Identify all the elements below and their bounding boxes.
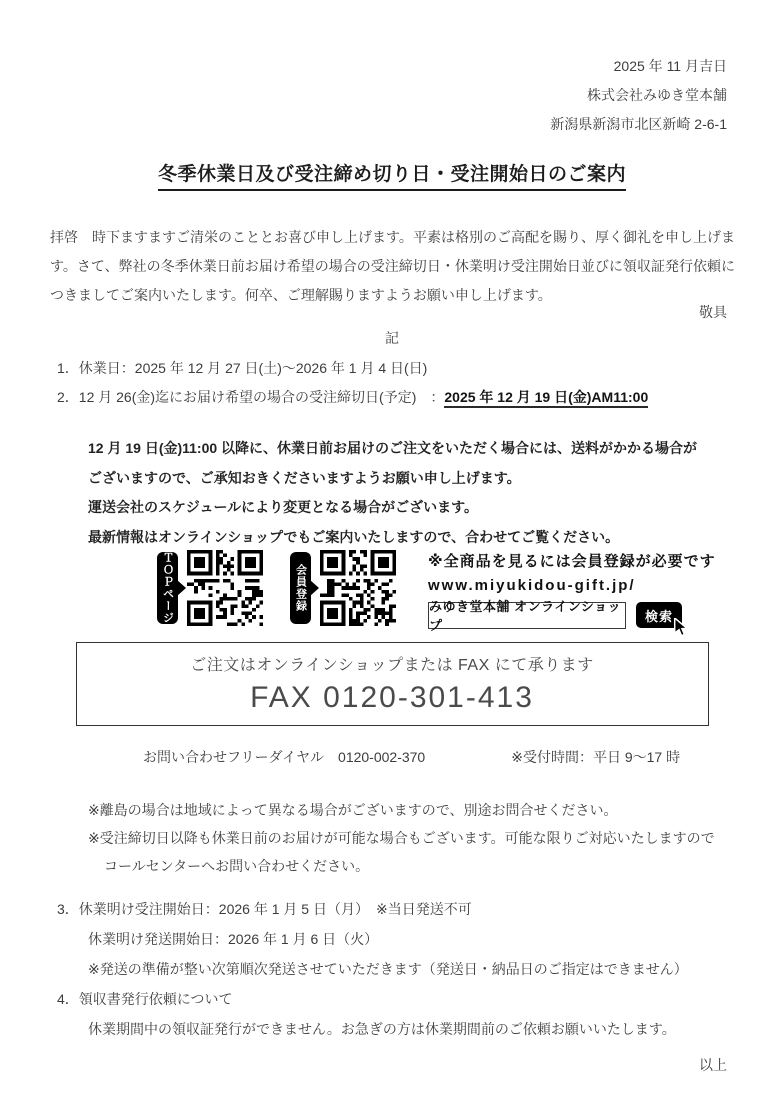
item-text: 12 月 26(金)迄にお届け希望の場合の受注締切日(予定) ：: [78, 389, 445, 405]
qr-label-member-registration: 会員登録: [290, 552, 311, 624]
numbered-list-bottom: [57, 894, 744, 1044]
company-name: 株式会社みゆき堂本舗: [587, 87, 727, 103]
notice-line: ございますので、ご承知おきくださいますようお願い申し上げます。: [88, 469, 521, 486]
item-number: 2．: [57, 389, 79, 405]
freedial-label: お問い合わせフリーダイヤル: [143, 749, 325, 765]
deadline-emphasis: 2025 年 12 月 19 日(金)AM11:00: [444, 389, 648, 408]
list-item-reopen: [57, 894, 744, 924]
note-line: ※離島の場合は地域によって異なる場合がございますので、別途お問合せください。: [88, 802, 618, 818]
notice-line: 運送会社のスケジュールにより変更となる場合がございます。: [88, 499, 479, 515]
search-keyword-box: みゆき堂本舗 オンラインショップ: [428, 602, 626, 629]
qr-side-text: [428, 548, 716, 633]
search-button: [636, 602, 682, 628]
list-subline: 休業明け発送開始日：2026 年 1 月 6 日（火）: [88, 931, 379, 947]
item-text: 休業明け受注開始日：2026 年 1 月 5 日（月） ※当日発送不可: [78, 901, 472, 917]
contact-phone-number: 0120-002-370: [338, 749, 426, 765]
qr-label-top-page: ＴＯＰページ: [157, 552, 178, 624]
notice-paragraph: [88, 434, 744, 552]
issue-date: 2025 年 11 月吉日: [613, 58, 727, 74]
search-button-label: 検索: [644, 608, 673, 624]
shop-url: www.miyukidou-gift.jp/: [428, 576, 636, 594]
item-text: 領収書発行依頼について: [78, 991, 233, 1007]
numbered-list-top: [57, 354, 784, 412]
qr-section: [157, 548, 784, 633]
fax-number: FAX 0120-301-413: [250, 681, 534, 714]
company-address: 新潟県新潟市北区新崎 2-6-1: [550, 116, 727, 132]
member-registration-note: ※全商品を見るには会員登録が必要です: [428, 552, 716, 570]
end-marker: 以上: [699, 1057, 727, 1073]
sender-block: [0, 52, 727, 139]
notice-line: 最新情報はオンラインショップでもご案内いたしますので、合わせてご覧ください。: [88, 528, 620, 545]
list-subline: ※発送の準備が整い次第順次発送させていただきます（発送日・納品日のご指定はできません）: [88, 961, 688, 977]
notice-line: 12 月 19 日(金)11:00 以降に、休業日前お届けのご注文をいただく場合には、送料がかかる場合が: [88, 440, 698, 456]
list-item-holiday: [57, 354, 784, 383]
item-number: 3．: [57, 901, 79, 917]
fax-order-line: ご注文はオンラインショップまたは FAX にて承ります: [190, 657, 594, 674]
notes-block: [88, 796, 744, 880]
document-title: 冬季休業日及び受注締め切り日・受注開始日のご案内: [158, 159, 626, 191]
contact-line: [143, 746, 784, 768]
reception-hours: ※受付時間：平日 9～17 時: [511, 749, 681, 765]
record-marker: 記: [385, 330, 399, 346]
item-number: 1．: [57, 360, 79, 376]
mouse-pointer-icon: [673, 618, 690, 637]
item-text: 休業日：2025 年 12 月 27 日(土)～2026 年 1 月 4 日(日): [78, 360, 428, 376]
item-number: 4．: [57, 991, 79, 1007]
list-subline: 休業期間中の領収証発行ができません。お急ぎの方は休業期間前のご依頼お願いいたします。: [88, 1021, 676, 1037]
list-item-receipt: [57, 984, 744, 1014]
search-row: [428, 599, 716, 633]
title-row: [0, 159, 784, 189]
fax-order-box: [76, 642, 709, 726]
greeting-paragraph: 拝啓 時下ますますご清栄のこととお喜び申し上げます。平素は格別のご高配を賜り、厚く御礼を申し上げます。さて、弊社の冬季休業日前お届け希望の場合の受注締切日・休業明け受注開始日並びに領収証発行依頼につきましてご案内いたします。何卒、ご理解賜りますようお願い申し上げます。: [50, 229, 735, 303]
note-line: ※受注締切日以降も休業日前のお届けが可能な場合もございます。可能な限りご対応いたしますので: [88, 830, 715, 846]
closing-keigu: 敬具: [699, 304, 727, 320]
member-registration-qr-code-icon: [320, 550, 396, 626]
top-page-qr-code-icon: [187, 550, 263, 626]
note-line: コールセンターへお問い合わせください。: [104, 858, 370, 874]
list-item-deadline: [57, 383, 784, 412]
